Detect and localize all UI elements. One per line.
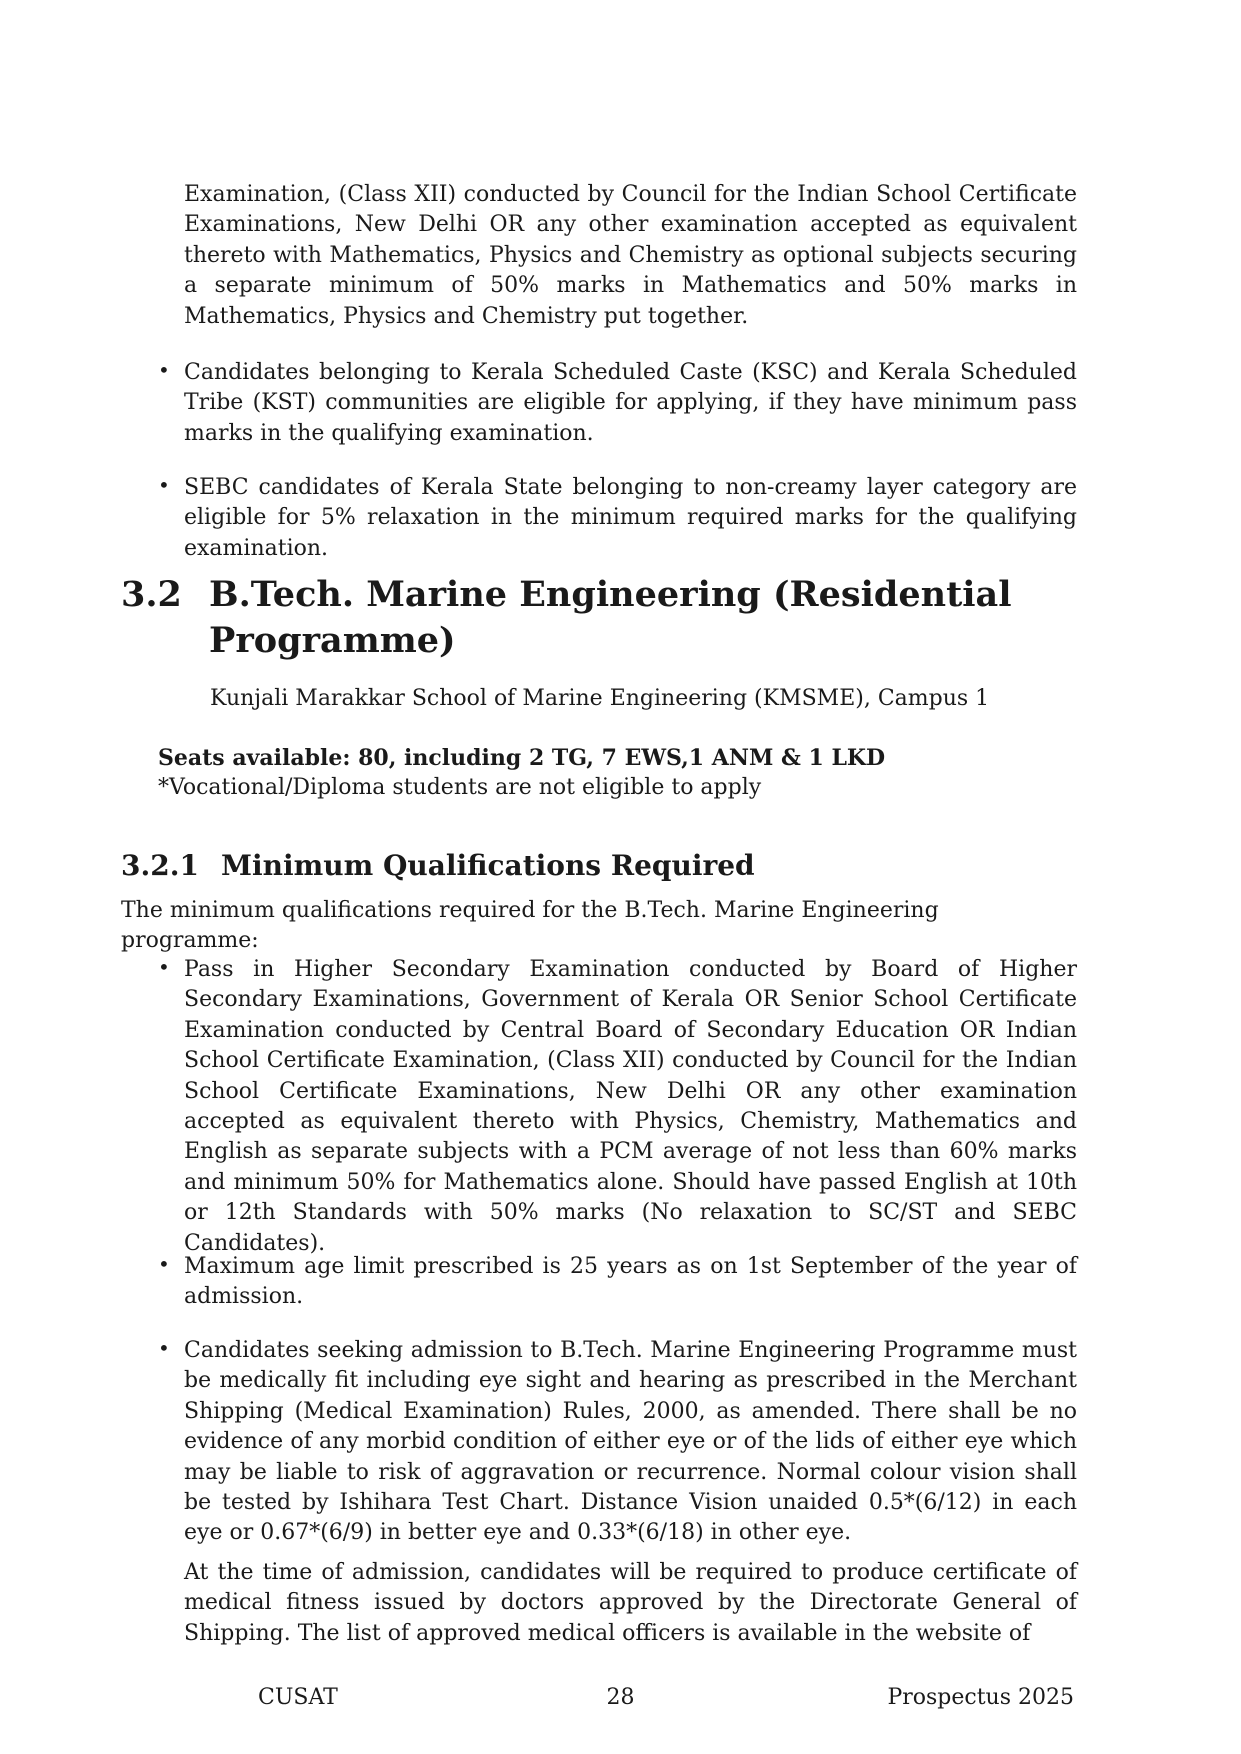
bullet-marker: •	[158, 955, 170, 979]
list-item-ksc-kst: Candidates belonging to Kerala Scheduled Caste (KSC) and Kerala Scheduled Tribe (KST) communities are eligible for applying, if they have minimum pass marks in the qualifying examination.	[184, 360, 1077, 446]
footer-left: CUSAT	[258, 1685, 338, 1710]
list-item-age-limit: Maximum age limit prescribed is 25 years as on 1st September of the year of admission.	[184, 1254, 1077, 1310]
page-number: 28	[606, 1685, 635, 1710]
bullet-marker: •	[158, 1336, 170, 1360]
section-title: B.Tech. Marine Engineering (Residential Programme)	[209, 574, 1012, 661]
list-item-sebc: SEBC candidates of Kerala State belonging to non-creamy layer category are eligible for 5% relaxation in the minimum required marks for the qualifying examination.	[184, 475, 1077, 561]
intro-continuation-paragraph: Examination, (Class XII) conducted by Council for the Indian School Certificate Examinations, New Delhi OR any other examination accepted as equivalent thereto with Mathematics, Physics and Chemistry as optional subjects securing a separate minimum of 50% marks in Mathematics and 50% marks in Mathematics, Physics and Chemistry put together.	[184, 182, 1077, 329]
subsection-number: 3.2.1	[121, 849, 199, 882]
eligibility-note: *Vocational/Diploma students are not eligible to apply	[158, 775, 762, 800]
bullet-marker: •	[158, 473, 170, 497]
seats-available: Seats available: 80, including 2 TG, 7 EWS,1 ANM & 1 LKD	[158, 745, 886, 771]
subsection-intro: The minimum qualifications required for the B.Tech. Marine Engineering programme:	[121, 898, 939, 954]
bullet-marker: •	[158, 1252, 170, 1276]
list-item-medical-fitness: Candidates seeking admission to B.Tech. Marine Engineering Programme must be medically fit including eye sight and hearing as prescribed in the Merchant Shipping (Medical Examination) Rules, 2000, as amended. There shall be no evidence of any morbid condition of either eye or of the lids of either eye which may be liable to risk of aggravation or recurrence. Normal colour vision shall be tested by Ishihara Test Chart. Distance Vision unaided 0.5*(6/12) in each eye or 0.67*(6/9) in better eye and 0.33*(6/18) in other eye.	[184, 1338, 1077, 1546]
section-number: 3.2	[121, 574, 182, 615]
subsection-title: Minimum Qualifications Required	[221, 849, 755, 882]
bullet-marker: •	[158, 358, 170, 382]
school-name: Kunjali Marakkar School of Marine Engineering (KMSME), Campus 1	[210, 686, 990, 711]
footer-right: Prospectus 2025	[887, 1685, 1074, 1710]
medical-certificate-paragraph: At the time of admission, candidates will be required to produce certificate of medical fitness issued by doctors approved by the Directorate General of Shipping. The list of approved medical officers is available in the website of	[184, 1560, 1077, 1646]
subsection-heading	[121, 848, 755, 884]
section-heading	[0, 572, 1241, 672]
list-item-qualifying-exam: Pass in Higher Secondary Examination conducted by Board of Higher Secondary Examinations, Government of Kerala OR Senior School Certificate Examination conducted by Central Board of Secondary Education OR Indian School Certificate Examination, (Class XII) conducted by Council for the Indian School Certificate Examinations, New Delhi OR any other examination accepted as equivalent thereto with Physics, Chemistry, Mathematics and English as separate subjects with a PCM average of not less than 60% marks and minimum 50% for Mathematics alone. Should have passed English at 10th or 12th Standards with 50% marks (No relaxation to SC/ST and SEBC Candidates).	[184, 957, 1077, 1256]
